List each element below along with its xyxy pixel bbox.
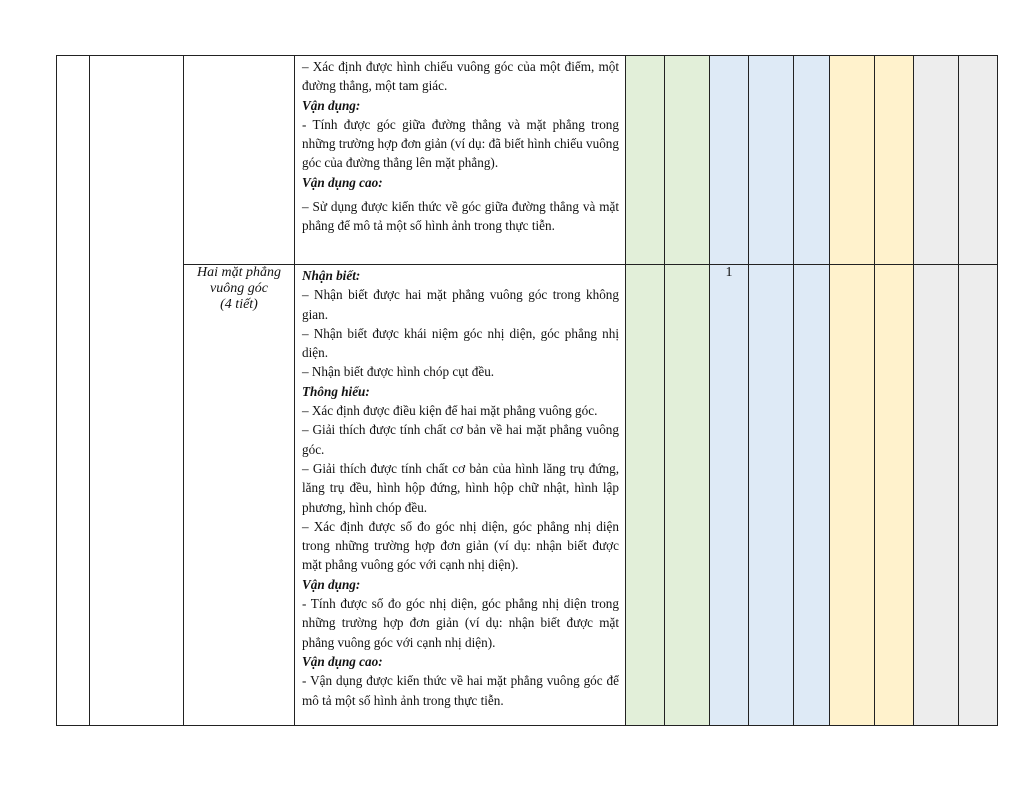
count-cell xyxy=(959,265,998,726)
requirement-line: - Tính được số đo góc nhị diện, góc phẳng nhị diện trong những trường hợp đơn giản (ví dụ: nhận biết được mặt phẳng vuông góc với cạnh nhị diện). xyxy=(302,596,619,650)
lesson-cell xyxy=(184,265,295,726)
count-cell xyxy=(749,56,794,265)
count-cell xyxy=(665,56,710,265)
lesson-cell xyxy=(184,56,295,265)
count-cell xyxy=(875,56,914,265)
requirement-text xyxy=(295,265,625,711)
requirement-line: – Xác định được hình chiếu vuông góc của một điểm, một đường thẳng, một tam giác. xyxy=(302,59,619,94)
requirement-cell xyxy=(295,265,626,726)
count-cell xyxy=(794,265,830,726)
requirement-line: – Giải thích được tính chất cơ bản về hai mặt phẳng vuông góc. xyxy=(302,422,619,457)
assessment-matrix-table xyxy=(56,55,998,726)
count-cell xyxy=(749,265,794,726)
cognitive-level-heading: Vận dụng: xyxy=(302,576,361,592)
table-row xyxy=(57,56,998,265)
count-cell xyxy=(665,265,710,726)
requirement-line: – Nhận biết được khái niệm góc nhị diện, góc phẳng nhị diện. xyxy=(302,325,619,361)
table-row xyxy=(57,265,998,726)
requirement-line: – Xác định được điều kiện để hai mặt phẳng vuông góc. xyxy=(302,403,598,419)
requirement-text xyxy=(295,56,625,237)
requirement-line: - Vận dụng được kiến thức về hai mặt phẳng vuông góc để mô tả một số hình ảnh trong thực tiễn. xyxy=(302,673,619,708)
count-cell xyxy=(794,56,830,265)
count-cell xyxy=(914,56,959,265)
lesson-title-line: Hai mặt phẳng xyxy=(197,265,281,280)
requirement-line: – Nhận biết được hình chóp cụt đều. xyxy=(302,364,495,380)
cognitive-level-heading: Thông hiểu: xyxy=(302,383,370,399)
count-cell xyxy=(626,56,665,265)
count-cell xyxy=(626,265,665,726)
cognitive-level-heading: Nhận biết: xyxy=(302,268,361,283)
lesson-title-line: (4 tiết) xyxy=(220,297,258,312)
topic-cell xyxy=(90,56,184,726)
cognitive-level-heading: Vận dụng cao: xyxy=(302,174,383,190)
count-cell xyxy=(830,56,875,265)
count-cell: 1 xyxy=(710,265,749,726)
count-cell xyxy=(914,265,959,726)
count-cell xyxy=(710,56,749,265)
count-cell xyxy=(830,265,875,726)
requirement-cell xyxy=(295,56,626,265)
requirement-line: – Giải thích được tính chất cơ bản của hình lăng trụ đứng, lăng trụ đều, hình hộp đứng, hình hộp chữ nhật, hình lập phương, hình chóp đều. xyxy=(302,460,619,515)
order-cell xyxy=(57,56,90,726)
count-cell xyxy=(875,265,914,726)
cognitive-level-heading: Vận dụng: xyxy=(302,97,361,113)
cognitive-level-heading: Vận dụng cao: xyxy=(302,653,383,669)
requirement-line: – Nhận biết được hai mặt phẳng vuông góc trong không gian. xyxy=(302,287,619,322)
requirement-line: – Xác định được số đo góc nhị diện, góc phẳng nhị diện trong những trường hợp đơn giản (ví dụ: nhận biết được mặt phẳng vuông góc với cạnh nhị diện). xyxy=(302,518,619,573)
requirement-line: - Tính được góc giữa đường thẳng và mặt phẳng trong những trường hợp đơn giản (ví dụ: đã biết hình chiếu vuông góc của đường thẳng lên mặt phẳng). xyxy=(302,116,619,171)
lesson-title-line: vuông góc xyxy=(210,281,268,296)
requirement-line: – Sử dụng được kiến thức về góc giữa đường thẳng và mặt phẳng để mô tả một số hình ảnh trong thực tiễn. xyxy=(302,199,619,234)
count-cell xyxy=(959,56,998,265)
